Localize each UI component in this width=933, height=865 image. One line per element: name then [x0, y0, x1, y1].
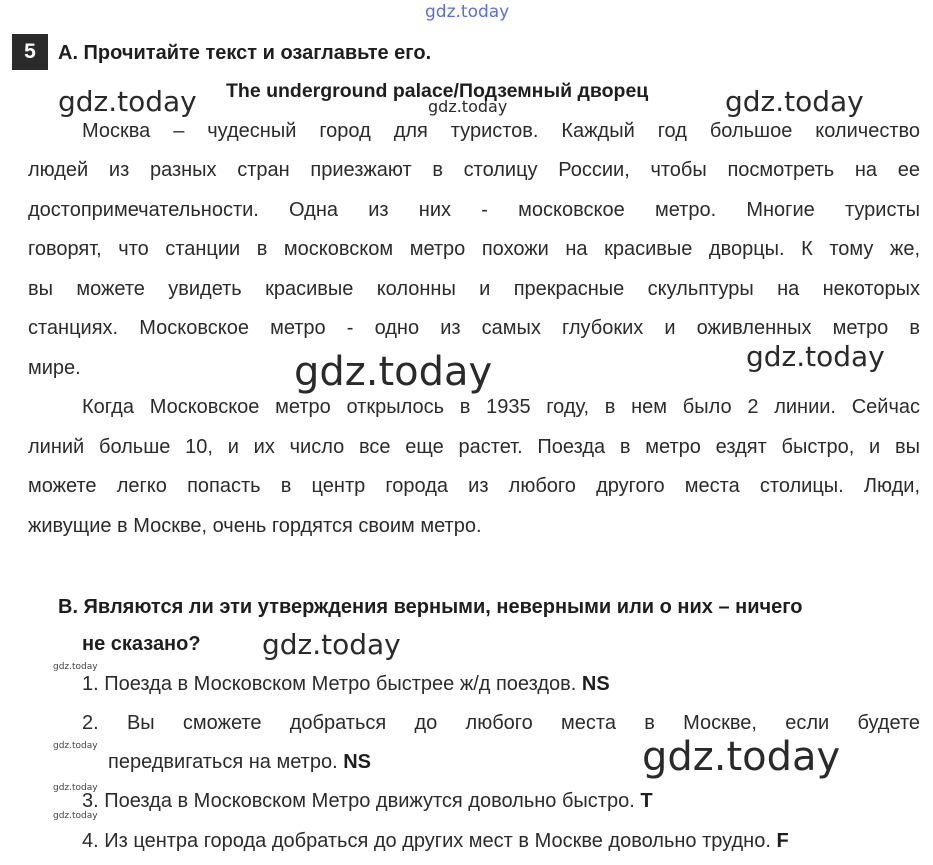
watermark: gdz.today	[428, 97, 508, 116]
watermark: gdz.today	[725, 85, 864, 118]
paragraph-2-line: линий больше 10, и их число все еще растет. Поезда в метро ездят быстро, и вы	[28, 436, 920, 458]
watermark: gdz.today	[58, 85, 197, 118]
text-title: The underground palace/Подземный дворец	[226, 80, 649, 102]
paragraph-2-line: Когда Московское метро открылось в 1935 году, в нем было 2 линии. Сейчас	[82, 396, 920, 418]
watermark: gdz.today	[262, 628, 401, 661]
paragraph-1-line: станциях. Московское метро - одно из самых глубоких и оживленных метро в	[28, 317, 920, 339]
watermark: gdz.today	[53, 741, 98, 751]
statement-answer: T	[640, 790, 653, 812]
statement-answer: NS	[343, 751, 371, 773]
statement-3	[82, 791, 653, 811]
paragraph-1-line: мире.	[28, 357, 81, 379]
watermark: gdz.today	[53, 811, 98, 821]
paragraph-1-line: вы можете увидеть красивые колонны и прекрасные скульптуры на некоторых	[28, 278, 920, 300]
paragraph-1-line: достопримечательности. Одна из них - московское метро. Многие туристы	[28, 199, 920, 221]
statement-text: 3. Поезда в Московском Метро движутся довольно быстро.	[82, 790, 635, 812]
statement-answer: NS	[581, 673, 610, 695]
part-b-heading-line2: не сказано?	[82, 633, 201, 655]
watermark: gdz.today	[53, 783, 98, 793]
statement-2-line2	[108, 752, 371, 772]
statement-2-line1: 2. Вы сможете добраться до любого места в Москве, если будете	[82, 712, 920, 734]
statement-text: передвигаться на метро.	[108, 751, 338, 773]
watermark-top: gdz.today	[425, 2, 510, 22]
statement-text: 1. Поезда в Московском Метро быстрее ж/д поездов.	[82, 673, 577, 695]
paragraph-1-line: людей из разных стран приезжают в столицу России, чтобы посмотреть на ее	[28, 159, 920, 181]
statement-text: 4. Из центра города добраться до других мест в Москве довольно трудно.	[82, 830, 771, 852]
watermark: gdz.today	[746, 340, 885, 373]
paragraph-2-line: живущие в Москве, очень гордятся своим метро.	[28, 515, 482, 537]
paragraph-2-line: можете легко попасть в центр города из любого другого места столицы. Люди,	[28, 475, 920, 497]
exercise-number-badge: 5	[12, 34, 48, 70]
watermark: gdz.today	[294, 349, 493, 395]
paragraph-1-line: говорят, что станции в московском метро похожи на красивые дворцы. К тому же,	[28, 238, 920, 260]
statement-1	[82, 674, 610, 694]
paragraph-1-line: Москва – чудесный город для туристов. Каждый год большое количество	[82, 120, 920, 142]
part-b-heading-line1: B. Являются ли эти утверждения верными, неверными или о них – ничего	[58, 596, 803, 618]
statement-answer: F	[776, 830, 789, 852]
watermark: gdz.today	[53, 662, 98, 672]
watermark: gdz.today	[642, 734, 841, 780]
part-a-heading: A. Прочитайте текст и озаглавьте его.	[58, 42, 432, 64]
statement-4	[82, 831, 789, 851]
